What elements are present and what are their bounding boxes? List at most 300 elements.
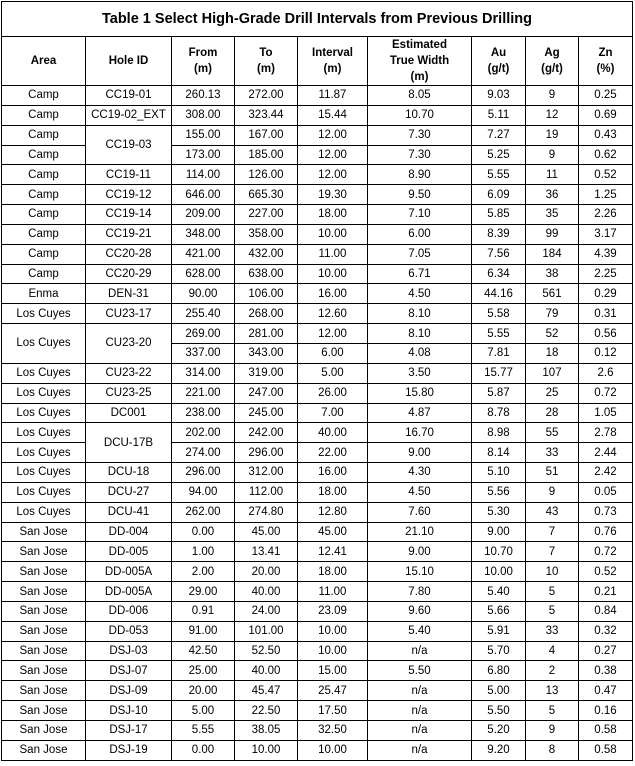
table-row — [2, 740, 633, 760]
au-cell: 5.85 — [472, 205, 526, 225]
column-header-area — [2, 37, 86, 86]
area-cell: San Jose — [2, 621, 86, 641]
table-row — [2, 482, 633, 502]
header-line: Interval — [312, 47, 353, 59]
area-cell: Los Cuyes — [2, 502, 86, 522]
au-cell: 5.00 — [472, 681, 526, 701]
ag-cell: 38 — [526, 264, 579, 284]
ag-cell: 184 — [526, 244, 579, 264]
column-header-au — [472, 37, 526, 86]
from-cell: 0.91 — [172, 601, 235, 621]
ag-cell: 33 — [526, 443, 579, 463]
hole-id-cell: CU23-25 — [86, 383, 172, 403]
from-cell: 296.00 — [172, 463, 235, 483]
from-cell: 0.00 — [172, 740, 235, 760]
ag-cell: 9 — [526, 86, 579, 106]
from-cell: 337.00 — [172, 343, 235, 363]
table-row — [2, 224, 633, 244]
table-row — [2, 105, 633, 125]
to-cell: 358.00 — [235, 224, 298, 244]
interval-cell: 11.00 — [298, 244, 368, 264]
area-cell: Los Cuyes — [2, 443, 86, 463]
au-cell: 6.80 — [472, 661, 526, 681]
true-width-cell: 8.10 — [368, 304, 472, 324]
table-row — [2, 701, 633, 721]
true-width-cell: 6.71 — [368, 264, 472, 284]
interval-cell: 16.00 — [298, 284, 368, 304]
ag-cell: 5 — [526, 601, 579, 621]
to-cell: 323.44 — [235, 105, 298, 125]
table-row — [2, 542, 633, 562]
ag-cell: 33 — [526, 621, 579, 641]
ag-cell: 10 — [526, 562, 579, 582]
hole-id-cell: CC19-02_EXT — [86, 105, 172, 125]
table-row — [2, 562, 633, 582]
table-row — [2, 721, 633, 741]
table-row — [2, 463, 633, 483]
to-cell: 245.00 — [235, 403, 298, 423]
ag-cell: 52 — [526, 324, 579, 344]
au-cell: 5.56 — [472, 482, 526, 502]
true-width-cell: 5.50 — [368, 661, 472, 681]
au-cell: 5.55 — [472, 324, 526, 344]
to-cell: 312.00 — [235, 463, 298, 483]
area-cell: San Jose — [2, 701, 86, 721]
area-cell: San Jose — [2, 522, 86, 542]
from-cell: 308.00 — [172, 105, 235, 125]
table-row — [2, 601, 633, 621]
table-title: Table 1 Select High-Grade Drill Intervals from Previous Drilling — [2, 2, 633, 37]
au-cell: 9.20 — [472, 740, 526, 760]
from-cell: 421.00 — [172, 244, 235, 264]
interval-cell: 19.30 — [298, 185, 368, 205]
true-width-cell: 9.50 — [368, 185, 472, 205]
to-cell: 185.00 — [235, 145, 298, 165]
header-line: (%) — [596, 63, 615, 75]
true-width-cell: 8.10 — [368, 324, 472, 344]
zn-cell: 0.31 — [579, 304, 633, 324]
zn-cell: 0.29 — [579, 284, 633, 304]
interval-cell: 12.41 — [298, 542, 368, 562]
interval-cell: 12.60 — [298, 304, 368, 324]
hole-id-cell: CC19-12 — [86, 185, 172, 205]
from-cell: 314.00 — [172, 363, 235, 383]
from-cell: 269.00 — [172, 324, 235, 344]
from-cell: 20.00 — [172, 681, 235, 701]
hole-id-cell: DSJ-17 — [86, 721, 172, 741]
hole-id-cell: CC20-29 — [86, 264, 172, 284]
table-row — [2, 681, 633, 701]
hole-id-cell: DSJ-03 — [86, 641, 172, 661]
area-cell: San Jose — [2, 681, 86, 701]
zn-cell: 0.32 — [579, 621, 633, 641]
au-cell: 5.40 — [472, 582, 526, 602]
ag-cell: 4 — [526, 641, 579, 661]
area-cell: Los Cuyes — [2, 403, 86, 423]
zn-cell: 2.78 — [579, 423, 633, 443]
from-cell: 202.00 — [172, 423, 235, 443]
table-row — [2, 423, 633, 443]
true-width-cell: 9.00 — [368, 542, 472, 562]
ag-cell: 11 — [526, 165, 579, 185]
table-body — [2, 86, 633, 761]
au-cell: 10.00 — [472, 562, 526, 582]
zn-cell: 0.47 — [579, 681, 633, 701]
table-row — [2, 304, 633, 324]
au-cell: 5.87 — [472, 383, 526, 403]
area-cell: Los Cuyes — [2, 304, 86, 324]
from-cell: 5.55 — [172, 721, 235, 741]
true-width-cell: 8.05 — [368, 86, 472, 106]
au-cell: 5.50 — [472, 701, 526, 721]
ag-cell: 9 — [526, 145, 579, 165]
true-width-cell: 7.60 — [368, 502, 472, 522]
area-cell: San Jose — [2, 661, 86, 681]
to-cell: 101.00 — [235, 621, 298, 641]
au-cell: 7.27 — [472, 125, 526, 145]
interval-cell: 25.47 — [298, 681, 368, 701]
header-line: (m) — [257, 63, 275, 75]
from-cell: 348.00 — [172, 224, 235, 244]
area-cell: Camp — [2, 244, 86, 264]
hole-id-cell: DSJ-07 — [86, 661, 172, 681]
to-cell: 112.00 — [235, 482, 298, 502]
area-cell: Enma — [2, 284, 86, 304]
area-cell: Camp — [2, 205, 86, 225]
true-width-cell: 8.90 — [368, 165, 472, 185]
au-cell: 6.09 — [472, 185, 526, 205]
interval-cell: 12.80 — [298, 502, 368, 522]
au-cell: 9.03 — [472, 86, 526, 106]
from-cell: 209.00 — [172, 205, 235, 225]
area-cell: Camp — [2, 264, 86, 284]
to-cell: 40.00 — [235, 582, 298, 602]
column-header-true-width — [368, 37, 472, 86]
true-width-cell: 4.50 — [368, 482, 472, 502]
au-cell: 9.00 — [472, 522, 526, 542]
area-cell: San Jose — [2, 542, 86, 562]
from-cell: 2.00 — [172, 562, 235, 582]
interval-cell: 6.00 — [298, 343, 368, 363]
from-cell: 25.00 — [172, 661, 235, 681]
table-row — [2, 185, 633, 205]
header-line: (m) — [410, 71, 429, 83]
hole-id-cell: DSJ-19 — [86, 740, 172, 760]
true-width-cell: n/a — [368, 740, 472, 760]
to-cell: 242.00 — [235, 423, 298, 443]
hole-id-cell: DD-005A — [86, 582, 172, 602]
zn-cell: 3.17 — [579, 224, 633, 244]
to-cell: 167.00 — [235, 125, 298, 145]
to-cell: 281.00 — [235, 324, 298, 344]
to-cell: 274.80 — [235, 502, 298, 522]
interval-cell: 10.00 — [298, 224, 368, 244]
interval-cell: 12.00 — [298, 145, 368, 165]
hole-id-cell: DCU-27 — [86, 482, 172, 502]
zn-cell: 0.69 — [579, 105, 633, 125]
true-width-cell: n/a — [368, 701, 472, 721]
true-width-cell: 7.05 — [368, 244, 472, 264]
to-cell: 227.00 — [235, 205, 298, 225]
au-cell: 10.70 — [472, 542, 526, 562]
true-width-cell: 4.87 — [368, 403, 472, 423]
zn-cell: 0.62 — [579, 145, 633, 165]
zn-cell: 0.21 — [579, 582, 633, 602]
table-row — [2, 125, 633, 145]
hole-id-cell: CU23-17 — [86, 304, 172, 324]
header-line: Area — [30, 55, 57, 67]
true-width-cell: 4.08 — [368, 343, 472, 363]
interval-cell: 5.00 — [298, 363, 368, 383]
to-cell: 40.00 — [235, 661, 298, 681]
true-width-cell: 9.00 — [368, 443, 472, 463]
zn-cell: 1.05 — [579, 403, 633, 423]
from-cell: 5.00 — [172, 701, 235, 721]
from-cell: 91.00 — [172, 621, 235, 641]
interval-cell: 40.00 — [298, 423, 368, 443]
zn-cell: 0.43 — [579, 125, 633, 145]
ag-cell: 9 — [526, 721, 579, 741]
ag-cell: 5 — [526, 582, 579, 602]
table-row — [2, 661, 633, 681]
au-cell: 8.14 — [472, 443, 526, 463]
ag-cell: 55 — [526, 423, 579, 443]
to-cell: 126.00 — [235, 165, 298, 185]
ag-cell: 25 — [526, 383, 579, 403]
hole-id-cell: DD-004 — [86, 522, 172, 542]
ag-cell: 8 — [526, 740, 579, 760]
to-cell: 272.00 — [235, 86, 298, 106]
to-cell: 45.47 — [235, 681, 298, 701]
from-cell: 0.00 — [172, 522, 235, 542]
column-header-from — [172, 37, 235, 86]
true-width-cell: 6.00 — [368, 224, 472, 244]
au-cell: 5.11 — [472, 105, 526, 125]
true-width-cell: 7.30 — [368, 145, 472, 165]
hole-id-cell: CC20-28 — [86, 244, 172, 264]
hole-id-cell: DD-006 — [86, 601, 172, 621]
interval-cell: 10.00 — [298, 264, 368, 284]
to-cell: 20.00 — [235, 562, 298, 582]
interval-cell: 11.87 — [298, 86, 368, 106]
interval-cell: 23.09 — [298, 601, 368, 621]
zn-cell: 1.25 — [579, 185, 633, 205]
area-cell: Los Cuyes — [2, 423, 86, 443]
true-width-cell: 7.30 — [368, 125, 472, 145]
hole-id-cell: DC001 — [86, 403, 172, 423]
zn-cell: 0.16 — [579, 701, 633, 721]
au-cell: 44.16 — [472, 284, 526, 304]
hole-id-cell: DCU-17B — [86, 423, 172, 463]
hole-id-cell: DCU-41 — [86, 502, 172, 522]
column-header-zn — [579, 37, 633, 86]
from-cell: 1.00 — [172, 542, 235, 562]
to-cell: 10.00 — [235, 740, 298, 760]
area-cell: Camp — [2, 125, 86, 145]
au-cell: 8.39 — [472, 224, 526, 244]
zn-cell: 0.05 — [579, 482, 633, 502]
ag-cell: 36 — [526, 185, 579, 205]
area-cell: Los Cuyes — [2, 383, 86, 403]
au-cell: 8.78 — [472, 403, 526, 423]
hole-id-cell: CC19-21 — [86, 224, 172, 244]
to-cell: 268.00 — [235, 304, 298, 324]
to-cell: 665.30 — [235, 185, 298, 205]
from-cell: 114.00 — [172, 165, 235, 185]
from-cell: 274.00 — [172, 443, 235, 463]
ag-cell: 13 — [526, 681, 579, 701]
to-cell: 343.00 — [235, 343, 298, 363]
ag-cell: 18 — [526, 343, 579, 363]
to-cell: 296.00 — [235, 443, 298, 463]
table-row — [2, 165, 633, 185]
header-line: (g/t) — [487, 63, 510, 75]
true-width-cell: 4.30 — [368, 463, 472, 483]
true-width-cell: 16.70 — [368, 423, 472, 443]
ag-cell: 99 — [526, 224, 579, 244]
from-cell: 29.00 — [172, 582, 235, 602]
zn-cell: 0.52 — [579, 165, 633, 185]
ag-cell: 2 — [526, 661, 579, 681]
interval-cell: 17.50 — [298, 701, 368, 721]
table-row — [2, 383, 633, 403]
to-cell: 13.41 — [235, 542, 298, 562]
from-cell: 221.00 — [172, 383, 235, 403]
hole-id-cell: CC19-01 — [86, 86, 172, 106]
area-cell: San Jose — [2, 582, 86, 602]
true-width-cell: n/a — [368, 681, 472, 701]
au-cell: 5.10 — [472, 463, 526, 483]
zn-cell: 0.72 — [579, 383, 633, 403]
table-row — [2, 522, 633, 542]
au-cell: 5.70 — [472, 641, 526, 661]
au-cell: 6.34 — [472, 264, 526, 284]
hole-id-cell: DCU-18 — [86, 463, 172, 483]
interval-cell: 26.00 — [298, 383, 368, 403]
true-width-cell: 15.80 — [368, 383, 472, 403]
au-cell: 5.91 — [472, 621, 526, 641]
column-header-to — [235, 37, 298, 86]
interval-cell: 7.00 — [298, 403, 368, 423]
from-cell: 646.00 — [172, 185, 235, 205]
area-cell: Camp — [2, 86, 86, 106]
ag-cell: 51 — [526, 463, 579, 483]
area-cell: Camp — [2, 145, 86, 165]
zn-cell: 2.25 — [579, 264, 633, 284]
au-cell: 7.81 — [472, 343, 526, 363]
zn-cell: 0.27 — [579, 641, 633, 661]
table-row — [2, 324, 633, 344]
table-row — [2, 244, 633, 264]
area-cell: Camp — [2, 165, 86, 185]
hole-id-cell: CU23-20 — [86, 324, 172, 364]
zn-cell: 0.72 — [579, 542, 633, 562]
interval-cell: 10.00 — [298, 740, 368, 760]
au-cell: 5.30 — [472, 502, 526, 522]
to-cell: 38.05 — [235, 721, 298, 741]
true-width-cell: 9.60 — [368, 601, 472, 621]
from-cell: 173.00 — [172, 145, 235, 165]
interval-cell: 32.50 — [298, 721, 368, 741]
header-line: Estimated — [392, 39, 447, 51]
au-cell: 7.56 — [472, 244, 526, 264]
area-cell: Los Cuyes — [2, 363, 86, 383]
area-cell: Los Cuyes — [2, 463, 86, 483]
area-cell: Los Cuyes — [2, 482, 86, 502]
zn-cell: 2.6 — [579, 363, 633, 383]
header-row — [2, 37, 633, 86]
to-cell: 247.00 — [235, 383, 298, 403]
to-cell: 22.50 — [235, 701, 298, 721]
ag-cell: 28 — [526, 403, 579, 423]
true-width-cell: n/a — [368, 721, 472, 741]
zn-cell: 0.12 — [579, 343, 633, 363]
au-cell: 5.55 — [472, 165, 526, 185]
table-row — [2, 582, 633, 602]
table-row — [2, 264, 633, 284]
ag-cell: 19 — [526, 125, 579, 145]
hole-id-cell: CU23-22 — [86, 363, 172, 383]
zn-cell: 0.76 — [579, 522, 633, 542]
area-cell: San Jose — [2, 562, 86, 582]
table-row — [2, 502, 633, 522]
from-cell: 262.00 — [172, 502, 235, 522]
from-cell: 255.40 — [172, 304, 235, 324]
header-line: To — [259, 47, 273, 59]
zn-cell: 0.58 — [579, 740, 633, 760]
true-width-cell: 5.40 — [368, 621, 472, 641]
ag-cell: 7 — [526, 522, 579, 542]
interval-cell: 18.00 — [298, 482, 368, 502]
hole-id-cell: CC19-03 — [86, 125, 172, 165]
interval-cell: 12.00 — [298, 165, 368, 185]
interval-cell: 12.00 — [298, 125, 368, 145]
column-header-hole-id — [86, 37, 172, 86]
from-cell: 260.13 — [172, 86, 235, 106]
table-row — [2, 403, 633, 423]
table-row — [2, 86, 633, 106]
interval-cell: 45.00 — [298, 522, 368, 542]
ag-cell: 12 — [526, 105, 579, 125]
hole-id-cell: CC19-11 — [86, 165, 172, 185]
au-cell: 15.77 — [472, 363, 526, 383]
area-cell: San Jose — [2, 601, 86, 621]
from-cell: 90.00 — [172, 284, 235, 304]
area-cell: Camp — [2, 105, 86, 125]
au-cell: 5.20 — [472, 721, 526, 741]
au-cell: 5.58 — [472, 304, 526, 324]
header-line: (m) — [194, 63, 212, 75]
to-cell: 24.00 — [235, 601, 298, 621]
interval-cell: 22.00 — [298, 443, 368, 463]
interval-cell: 18.00 — [298, 205, 368, 225]
ag-cell: 7 — [526, 542, 579, 562]
from-cell: 94.00 — [172, 482, 235, 502]
true-width-cell: 21.10 — [368, 522, 472, 542]
zn-cell: 0.38 — [579, 661, 633, 681]
area-cell: Los Cuyes — [2, 324, 86, 364]
true-width-cell: 3.50 — [368, 363, 472, 383]
interval-cell: 10.00 — [298, 641, 368, 661]
au-cell: 5.66 — [472, 601, 526, 621]
from-cell: 155.00 — [172, 125, 235, 145]
interval-cell: 18.00 — [298, 562, 368, 582]
table-row — [2, 621, 633, 641]
interval-cell: 11.00 — [298, 582, 368, 602]
ag-cell: 43 — [526, 502, 579, 522]
ag-cell: 35 — [526, 205, 579, 225]
ag-cell: 107 — [526, 363, 579, 383]
